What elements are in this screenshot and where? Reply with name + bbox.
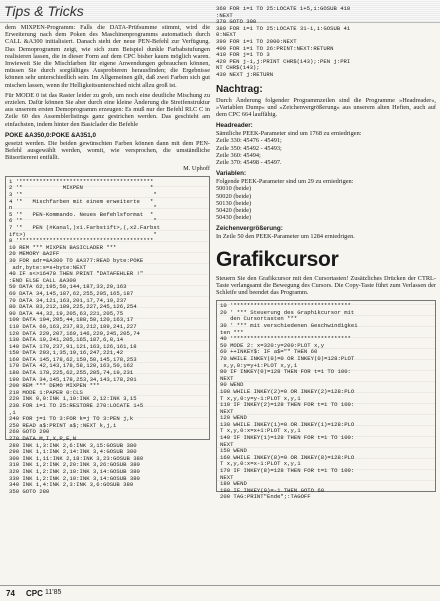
code-line: 200 REM *** DEMO MIXPEN *** [9,382,100,390]
code-line: 280 INK 1,3:INK 2,6:INK 3,15:GOSUB 380 [9,441,137,449]
paragraph: Für MODE 0 ist das Raster leider zu grob, um noch eine deutliche Mischung zu erzielen. Dafür können Sie aber durch eine kleine Änderung die Streifenstruktur aus unserem ersten Demoprogramm erzeugen: Es muß nur der Befehl RLC C in Zeile 60 des Assemblerlistings ganz gestrichen werden. Das geschieht am einfachsten, indem hinter den Basiclader die Befehle [5,91,210,128]
code-line: 150 WEND [220,447,247,455]
list-item: Zeile 360: 45494; [216,151,261,159]
code-line: den Cursortasten *** [220,315,298,323]
code-line: 6 '* * [9,217,157,225]
code-line: 8 '**************************************** [9,237,154,245]
code-line: 60 ++INKEY$: IF a$="" THEN 60 [220,348,318,356]
code-line: 270 DATA M,I,X,P,E,N [9,435,77,443]
code-line: 240 FOR j=1 TO 3:FOR k=j TO 3:PEN j,k [9,415,134,423]
code-listing-continued [216,6,436,79]
code-line: 50 DATA 62,195,50,144,187,33,20,163 [9,283,127,291]
issue-date: 11'85 [45,589,62,596]
code-line: 10 '*********************************** [220,302,351,310]
code-line: 100 WHILE INKEY(2)=0 OR INKEY(2)=128:PLO [220,387,355,395]
code-line: 20 ' *** Steuerung des Graphikcursor mit [220,308,355,316]
list-item: Zeile 350: 45492 - 45493; [216,144,282,152]
code-line: 350 GOTO 280 [9,487,50,495]
code-line: 160 DATA 145,178,62,159,50,145,178,253 [9,355,137,363]
code-line: 170 DATA 42,143,178,58,120,163,50,162 [9,362,134,370]
code-line: NEXT [220,407,234,415]
code-line: 50 MODE 2: x=320:y=200:PLOT x,y [220,341,325,349]
code-line: 80 IF INKEY(0)=128 THEN FOR t=1 TO 100: [220,368,351,376]
grafikcursor-listing [216,300,436,501]
code-line: 80 DATA 83,212,189,225,227,245,126,254 [9,303,137,311]
headreader-intro: Sämtliche PEEK-Parameter sind um 1768 zu erniedrigen: [216,130,362,138]
code-line: 100 DATA 194,205,44,188,50,120,163,17 [9,316,134,324]
code-line: 260 GOTO 290 [9,428,50,436]
right-column [216,5,436,501]
magazine-name: CPC [26,589,43,598]
article-text [5,24,210,172]
code-line: 70 WHILE INKEY(0)=0 OR INKEY(0)=128:PLOT [220,354,355,362]
code-line: 410 FOR j=1 TO 3 [216,51,270,59]
poke-command: POKE &A350,0:POKE &A351,0 [5,131,96,139]
code-line: adr,byte:s=s+byte:NEXT [9,263,87,271]
list-item: Zeile 370: 45498 - 45497. [216,158,282,166]
variablen-intro: Folgende PEEK-Parameter sind um 29 zu erniedrigen: [216,178,354,186]
code-line: 0:NEXT [216,31,237,39]
code-line: 10 REM *** MIXPEN BASICLADER *** [9,243,117,251]
code-line: 160 WHILE INKEY(8)=0 OR INKEY(8)=128:PLO [220,453,355,461]
zeichen-title: Zeichenvergrößerung: [216,225,283,233]
code-line: 140 IF INKEY(1)=128 THEN FOR t=1 TO 100: [220,434,355,442]
code-line: 2 '* MIXPEN * [9,184,154,192]
paragraph: dem MIXPEN-Programm: Falls die DATA-Prüfsumme stimmt, wird die Erweiterung nach dem Poken des Maschinenprogramms automatisch durch CALL &A300 initialisiert. Danach steht der neue PEN-Befehl zur Verfügung. Das Demoprogramm zeigt, wie sich zum Beispiel dunkle Farbabstufungen realisieren lassen, die in dieser Form auf dem CPC bisher kaum möglich waren. Inwieweit Sie die Mischfarben für eigene Anwendungen gebrauchen können, müssen Sie durch sorgfältiges Ausprobieren herausfinden; die Ergebnisse können sehr unterschiedlich sein. Im Allgemeinen gilt, daß zwei Farben sich gut mischen lassen, wenn ihr Helligkeitsunterschied nicht allzu groß ist. [5,24,210,89]
variablen-list [216,185,436,221]
code-line: 290 INK 1,1:INK 2,14:INK 3,4:GOSUB 380 [9,448,137,456]
code-line: 220 INK 0,0:INK 1,10:INK 2,12:INK 3,15 [9,395,137,403]
code-line: 230 FOR i=1 TO 25:RESTORE 270:LOCATE 1+5 [9,402,144,410]
code-line: 380 FOR i=1 TO 25:LOCATE 31-i,i:GOSUB 41 [216,24,351,32]
code-line: T x,y,0:x=x-1:PLOT x,y,1 [220,460,301,468]
code-line: 40 '*********************************** [220,335,351,343]
grafikcursor-text: Steuern Sie den Grafikcursor mit den Cursortasten! Zusätzliches Drücken der CTRL-Taste verlangsamt die Bewegung des Cursors. Die Copy-Taste führt zum Verlassen der Schleife und beendet das Programm. [216,274,436,296]
page-number: 74 [6,589,15,598]
code-line: ift>) * [9,230,157,238]
code-line: NEXT [220,374,234,382]
code-line: 90 DATA 44,32,19,205,63,221,205,75 [9,309,124,317]
code-line: 120 WEND [220,414,247,422]
nachtrag-text: Durch Änderung folgender Programmzeilen sind die Programme »Headreader«, »Variablen Dump« und »Zeichenvergrößerung« aus unserem alten Heften, auch auf dem CPC 664 lauffähig. [216,96,436,118]
mixpen-listing [5,176,210,495]
code-line: T x,y,0:y=y-1:PLOT x,y,1 [220,394,301,402]
code-line: x,y,0:y=y+1:PLOT x,y,1 [220,361,298,369]
code-line: 130 WHILE INKEY(1)=0 OR INKEY(1)=128:PLO [220,420,355,428]
code-line: 200 TAG:PRINT"Ende";:TAGOFF [220,493,311,501]
code-line: :NEXT [216,11,233,19]
code-line: n * [9,204,157,212]
code-line: 60 DATA 34,145,187,62,255,205,165,187 [9,289,134,297]
code-line: NEXT [220,440,234,448]
variablen-title: Variablen: [216,170,247,178]
left-column [5,24,210,495]
code-listing [9,179,206,496]
code-line: 20 MEMORY &A2FF [9,250,60,258]
list-item: Zeile 330: 45476 - 45491; [216,137,282,145]
page-footer [0,585,440,601]
list-item: 50020 (beide) [216,192,252,200]
code-line: 4 '* Mischfarben mit einem erweiterte * [9,197,154,205]
code-line: 130 DATA 19,241,205,165,187,6,8,14 [9,336,124,344]
author: M. Uphoff [183,164,210,172]
code-line: 360 FOR i=1 TO 25:LOCATE 1+5,i:GOSUB 410 [216,5,351,12]
code-line: 210 MODE 1:PAPER 0:CLS [9,388,83,396]
code-line: T x,y,0:x=x+1:PLOT x,y,1 [220,427,301,435]
code-line: 370 GOTO 390 [216,18,257,26]
code-line: 110 IF INKEY(2)=128 THEN FOR t=1 TO 100: [220,401,355,409]
code-line: 40 IF s<>16470 THEN PRINT "DATAFEHLER !" [9,270,144,278]
nachtrag-title: Nachtrag: [216,83,263,95]
code-line: 30 FOR adr=&A300 TO &A377:READ byte:POKE [9,256,144,264]
code-line: 340 INK 1,4:INK 2,3:INK 3,6:GOSUB 380 [9,481,134,489]
code-line: 430 NEXT j:RETURN [216,70,274,78]
code-line: 90 WEND [220,381,244,389]
code-listing [220,303,432,501]
code-line: ten *** [220,328,244,336]
code-line: 420 PEN j-1,j:PRINT CHR$(143);:PEN j:PRI [216,57,351,65]
code-line: 1 '**************************************** [9,177,154,185]
code-line: 140 DATA 170,237,91,121,163,126,161,18 [9,342,137,350]
code-line: 390 FOR i=1 TO 2000:NEXT [216,37,297,45]
list-item: 50130 (beide) [216,199,252,207]
code-line: 110 DATA 60,163,237,83,212,189,241,227 [9,322,137,330]
code-line: 300 INK 1,11:INK 2,18:INK 3,23:GOSUB 380 [9,454,144,462]
code-line: 320 INK 1,2:INK 2,10:INK 3,14:GOSUB 380 [9,467,140,475]
code-line: 30 ' *** mit verschiedenen Geschwindigkei [220,321,358,329]
code-line: :END ELSE CALL &A300 [9,276,77,284]
code-line: NT CHR$(143); [216,64,260,72]
code-line: 7 '* PEN (#Kanal,)x1.Farbstift>,(,x2.Farbst [9,224,161,232]
code-line: 330 INK 1,2:INK 2,10:INK 3,14:GOSUB 380 [9,474,140,482]
headreader-title: Headreader: [216,122,253,130]
paragraph: gesetzt werden. Die beiden gewünschten Farben können dann mit dem PEN-Befehl ausgewählt werden, womit, wie versprochen, die umständliche Bitsortiererei entfällt. [5,140,210,162]
grafikcursor-title: Grafikcursor [216,247,339,271]
code-line: 190 IF INKEY(9)=-1 THEN GOTO 60 [220,486,325,494]
section-title: Tips & Tricks [4,3,84,19]
code-line: 5 '* PEN-Kommando. Neues Befehlsformat * [9,210,154,218]
code-line: 310 INK 1,2:INK 2,20:INK 3,26:GOSUB 380 [9,461,140,469]
code-line: 170 IF INKEY(8)=128 THEN FOR t=1 TO 100: [220,467,355,475]
list-item: 50010 (beide) [216,185,252,193]
code-line: 180 WEND [220,480,247,488]
list-item: 50430 (beide) [216,214,252,222]
code-line: 400 FOR i=1 TO 26:PRINT:NEXT:RETURN [216,44,334,52]
zeichen-text: In Zeile 50 den PEEK-Parameter um 1284 erniedrigen. [216,233,355,241]
code-line: 70 DATA 34,121,163,201,17,74,19,237 [9,296,127,304]
code-line: 190 DATA 34,145,178,253,34,143,178,201 [9,375,137,383]
code-line: NEXT [220,473,234,481]
code-line: 3 '* * [9,191,157,199]
code-line: 150 DATA 203,1,35,19,16,247,221,42 [9,349,124,357]
headreader-list [216,137,436,166]
code-line: ,i [9,408,16,416]
code-line: 180 DATA 178,225,62,255,205,74,19,231 [9,369,134,377]
list-item: 50420 (beide) [216,206,252,214]
code-line: 250 READ a$:PRINT a$;:NEXT k,j,i [9,421,117,429]
code-line: 120 DATA 229,207,169,146,229,245,205,74 [9,329,140,337]
